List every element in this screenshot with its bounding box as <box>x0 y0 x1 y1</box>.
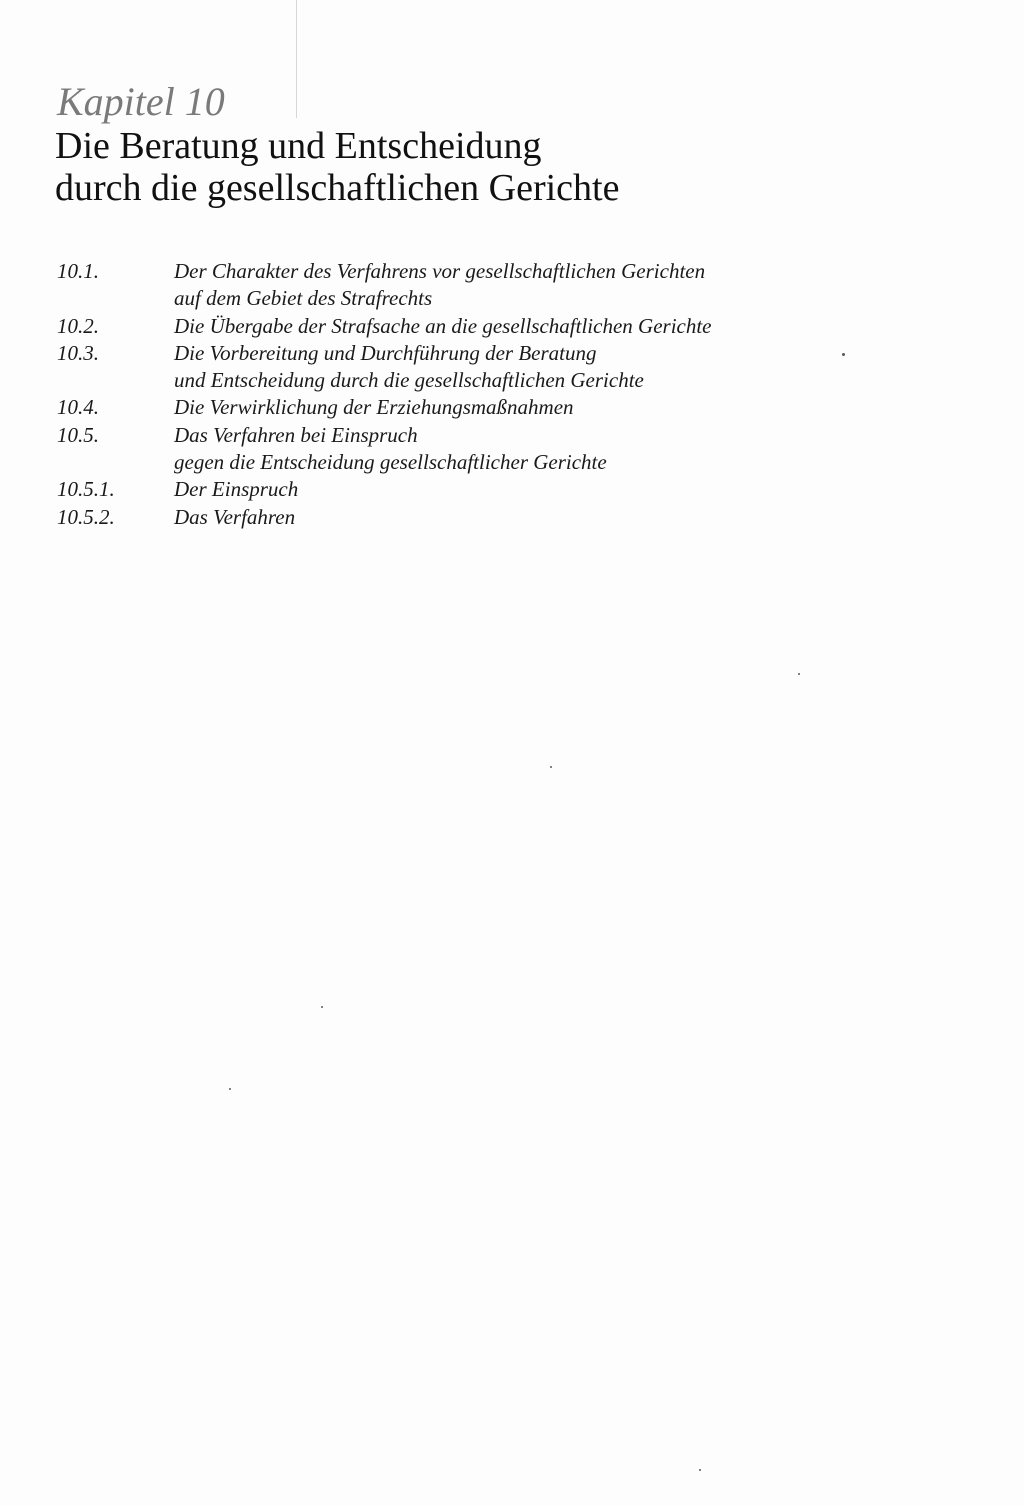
toc-entry <box>57 504 917 531</box>
toc-entry <box>57 340 917 395</box>
scan-fold-line <box>296 0 297 118</box>
toc-heading-line: Die Übergabe der Strafsache an die gesellschaftlichen Gerichte <box>174 313 712 338</box>
toc-entry <box>57 422 917 477</box>
toc-entry <box>57 313 917 340</box>
toc-heading-line: Die Vorbereitung und Durchführung der Beratung <box>174 340 597 365</box>
toc-number: 10.5. <box>57 422 99 447</box>
toc-heading <box>174 313 917 340</box>
toc-heading <box>174 422 917 477</box>
toc-number: 10.1. <box>57 259 99 283</box>
toc-heading <box>174 258 917 313</box>
toc-heading <box>174 476 917 503</box>
scan-speck <box>699 1469 701 1471</box>
toc-heading-line: Die Verwirklichung der Erziehungsmaßnahmen <box>174 395 574 420</box>
toc-entry <box>57 476 917 503</box>
toc-heading-line: auf dem Gebiet des Strafrechts <box>174 286 433 311</box>
toc-heading <box>174 504 917 531</box>
toc-heading-line: gegen die Entscheidung gesellschaftlicher Gerichte <box>174 450 607 475</box>
scan-speck <box>229 1088 231 1090</box>
toc-heading <box>174 394 917 421</box>
table-of-contents <box>57 258 917 531</box>
chapter-label: Kapitel 10 <box>57 79 225 124</box>
scan-speck <box>321 1006 323 1008</box>
toc-number: 10.5.2. <box>57 504 115 529</box>
toc-number: 10.3. <box>57 340 99 365</box>
toc-heading-line: Das Verfahren <box>174 504 296 529</box>
chapter-title <box>55 125 815 209</box>
chapter-title-line: Die Beratung und Entscheidung <box>55 125 542 167</box>
toc-number: 10.2. <box>57 313 99 338</box>
scan-speck <box>550 766 552 768</box>
toc-heading <box>174 340 917 395</box>
toc-heading-line: und Entscheidung durch die gesellschaftlichen Gerichte <box>174 368 644 393</box>
scan-speck <box>842 353 845 356</box>
chapter-title-line: durch die gesellschaftlichen Gerichte <box>55 167 620 209</box>
toc-heading-line: Der Charakter des Verfahrens vor gesellschaftlichen Gerichten <box>174 259 706 283</box>
toc-entry <box>57 258 917 313</box>
scan-speck <box>798 673 800 675</box>
toc-number: 10.5.1. <box>57 477 115 502</box>
toc-number: 10.4. <box>57 395 99 420</box>
toc-heading-line: Das Verfahren bei Einspruch <box>174 422 418 447</box>
toc-entry <box>57 394 917 421</box>
toc-heading-line: Der Einspruch <box>174 477 299 502</box>
